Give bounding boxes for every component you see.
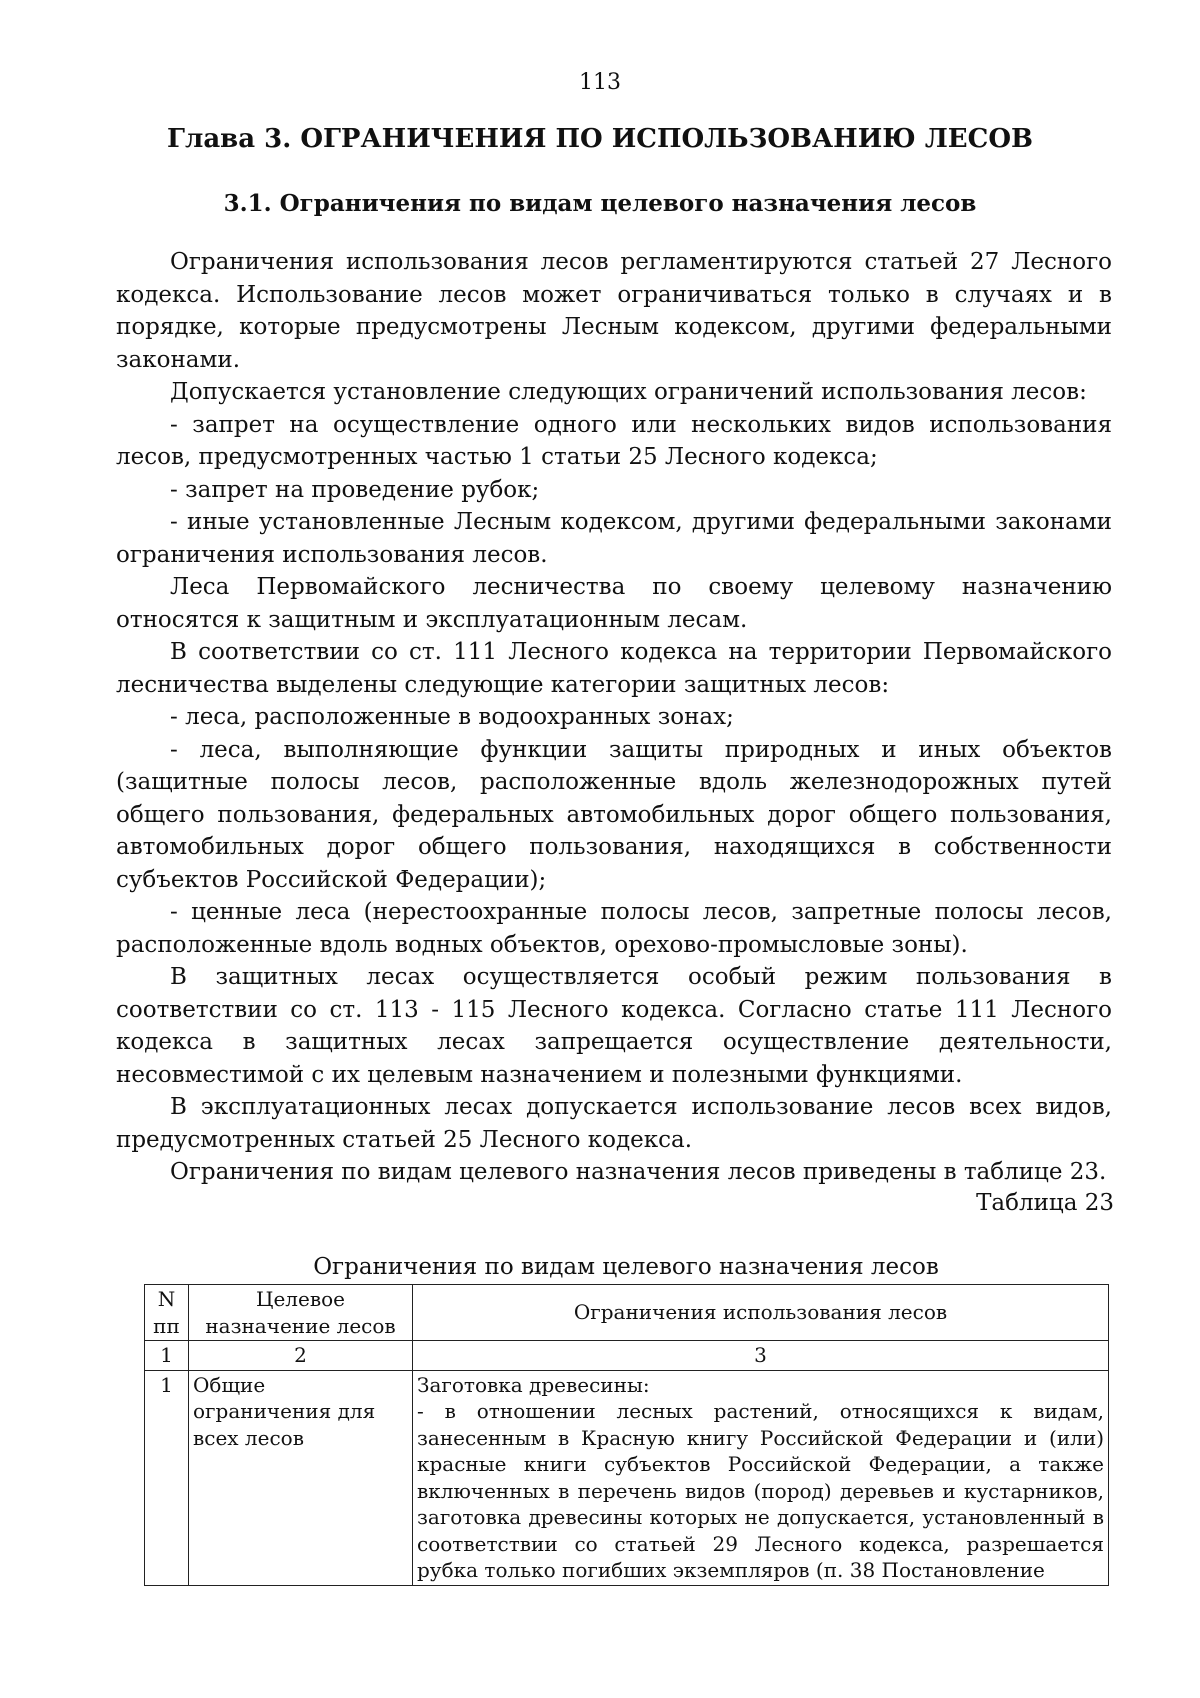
restriction-title: Заготовка древесины:	[417, 1372, 650, 1397]
paragraph: - запрет на осуществление одного или нескольких видов использования лесов, предусмотренных частью 1 статьи 25 Лесного кодекса;	[116, 411, 1112, 470]
row-number-cell: 1	[145, 1370, 189, 1585]
header-cell-restrictions: Ограничения использования лесов	[413, 1285, 1109, 1341]
paragraph: Леса Первомайского лесничества по своему целевому назначению относятся к защитным и эксплуатационным лесам.	[116, 574, 1112, 633]
purpose-cell: Общие ограничения для всех лесов	[189, 1370, 413, 1585]
page-bottom-margin	[0, 1616, 1200, 1698]
paragraph: В соответствии со ст. 111 Лесного кодекса на территории Первомайского лесничества выделены следующие категории защитных лесов:	[116, 639, 1112, 698]
paragraph: Допускается установление следующих ограничений использования лесов:	[170, 379, 1087, 405]
page-number: 113	[579, 70, 621, 95]
column-number-cell: 1	[145, 1341, 189, 1371]
table-column-numbers-row	[145, 1341, 1109, 1371]
paragraph: В защитных лесах осуществляется особый режим пользования в соответствии со ст. 113 - 115 Лесного кодекса. Согласно статье 111 Лесного кодекса в защитных лесах запрещается осуществление деятельности, несовместимой с их целевым назначением и полезными функциями.	[116, 964, 1112, 1088]
table-row	[145, 1370, 1109, 1585]
column-number-cell: 2	[189, 1341, 413, 1371]
table-label: Таблица 23	[976, 1190, 1114, 1216]
restriction-cell	[413, 1370, 1109, 1585]
paragraph: - иные установленные Лесным кодексом, другими федеральными законами ограничения использования лесов.	[116, 509, 1112, 568]
paragraph: - запрет на проведение рубок;	[170, 476, 540, 503]
paragraph: В эксплуатационных лесах допускается использование лесов всех видов, предусмотренных статьей 25 Лесного кодекса.	[116, 1094, 1112, 1153]
table-caption: Ограничения по видам целевого назначения лесов	[313, 1254, 939, 1280]
header-cell-number: N пп	[145, 1285, 189, 1341]
paragraph: Ограничения использования лесов регламентируются статьей 27 Лесного кодекса. Использование лесов может ограничиваться только в случаях и в порядке, которые предусмотрены Лесным кодексом, другими федеральными законами.	[116, 249, 1112, 373]
header-cell-purpose: Целевое назначение лесов	[189, 1285, 413, 1341]
column-number-cell: 3	[413, 1341, 1109, 1371]
section-title: 3.1. Ограничения по видам целевого назначения лесов	[223, 190, 977, 217]
chapter-title: Глава 3. ОГРАНИЧЕНИЯ ПО ИСПОЛЬЗОВАНИЮ ЛЕСОВ	[167, 124, 1033, 154]
table-header-row	[145, 1285, 1109, 1341]
restrictions-table	[144, 1284, 1109, 1586]
paragraph: - леса, расположенные в водоохранных зонах;	[170, 704, 734, 730]
body-text	[116, 246, 1112, 1189]
paragraph: - леса, выполняющие функции защиты природных и иных объектов (защитные полосы лесов, расположенные вдоль железнодорожных путей общего пользования, федеральных автомобильных дорог общего пользования, автомобильных дорог общего пользования, находящихся в собственности субъектов Российской Федерации);	[116, 736, 1112, 893]
paragraph: - ценные леса (нерестоохранные полосы лесов, запретные полосы лесов, расположенные вдоль водных объектов, орехово-промысловые зоны).	[116, 899, 1112, 958]
paragraph: Ограничения по видам целевого назначения лесов приведены в таблице 23.	[170, 1159, 1107, 1185]
restriction-text: - в отношении лесных растений, относящихся к видам, занесенным в Красную книгу Российской Федерации и (или) красные книги субъектов Российской Федерации, а также включенных в перечень видов (пород) деревьев и кустарников, заготовка древесины которых не допускается, установленный в соответствии со статьей 29 Лесного кодекса, разрешается рубка только погибших экземпляров (п. 38 Постановление	[417, 1399, 1104, 1582]
